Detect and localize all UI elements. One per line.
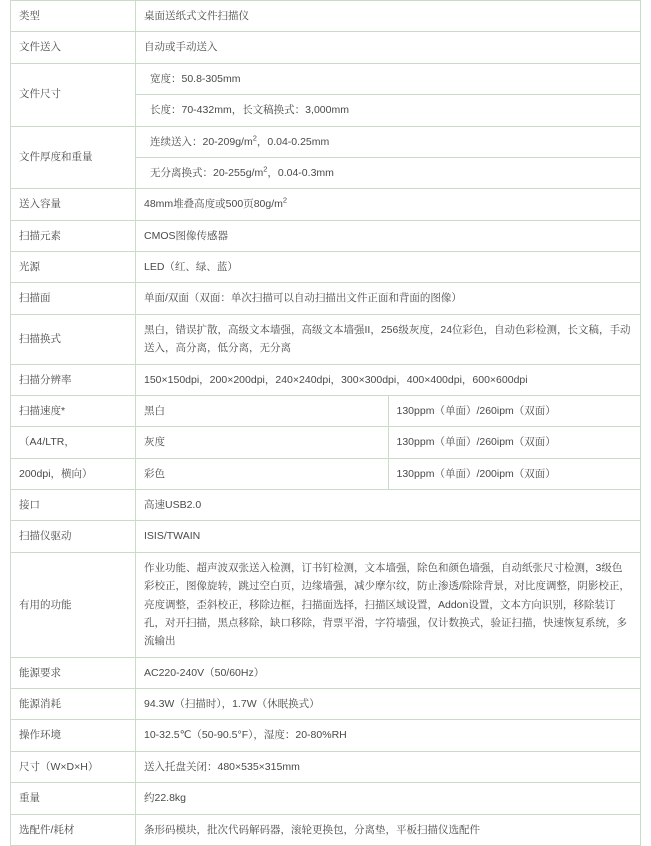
row-value: 10-32.5℃（50-90.5°F），湿度：20-80%RH: [136, 720, 641, 751]
row-value: LED（红、绿、蓝）: [136, 252, 641, 283]
row-value: AC220-240V（50/60Hz）: [136, 657, 641, 688]
row-value: 桌面送纸式文件扫描仪: [136, 1, 641, 32]
row-label: 送入容量: [11, 189, 136, 220]
table-row: [11, 395, 641, 426]
row-value: 48mm堆叠高度或500页$80g/m^2$: [136, 189, 641, 220]
row-value-group: [136, 63, 641, 126]
row-value: 94.3W（扫描时），1.7W（休眠换式）: [136, 689, 641, 720]
row-label: 扫描速度*: [11, 395, 136, 426]
row-value: 自动或手动送入: [136, 32, 641, 63]
row-value: 高速USB2.0: [136, 490, 641, 521]
table-row: [11, 314, 641, 364]
table-row: [11, 458, 641, 489]
row-label: 重量: [11, 783, 136, 814]
table-row: [11, 252, 641, 283]
row-label: 文件尺寸: [11, 63, 136, 126]
row-value: 条形码模块，批次代码解码器，滚轮更换包，分离垫，平板扫描仪选配件: [136, 814, 641, 845]
table-row: [11, 126, 641, 189]
table-row: [11, 657, 641, 688]
table-row: [11, 220, 641, 251]
row-value: 约22.8kg: [136, 783, 641, 814]
row-label: 能源消耗: [11, 689, 136, 720]
row-value: 单面/双面（双面：单次扫描可以自动扫描出文件正面和背面的图像）: [136, 283, 641, 314]
row-subvalue: 宽度：50.8-305mm: [136, 64, 640, 95]
row-label: 扫描仪驱动: [11, 521, 136, 552]
row-label: 扫描分辨率: [11, 364, 136, 395]
row-label-3: 200dpi，横向）: [11, 458, 136, 489]
table-row: [11, 1, 641, 32]
row-subvalue: 130ppm（单面）/200ipm（双面）: [388, 458, 641, 489]
row-label: 光源: [11, 252, 136, 283]
row-subvalue: 无分离换式：$20-255g/m^2$，0.04-0.3mm: [150, 164, 334, 179]
row-sublabel: 黑白: [136, 395, 389, 426]
row-label: 选配件/耗材: [11, 814, 136, 845]
table-row: [11, 32, 641, 63]
table-row: [11, 364, 641, 395]
table-row: [11, 552, 641, 657]
row-label: 扫描面: [11, 283, 136, 314]
row-label: 有用的功能: [11, 552, 136, 657]
table-row: [11, 751, 641, 782]
row-label: 扫描换式: [11, 314, 136, 364]
table-row: [11, 427, 641, 458]
row-value-group: [136, 126, 641, 189]
row-value: 150×150dpi，200×200dpi，240×240dpi，300×300dpi，400×400dpi，600×600dpi: [136, 364, 641, 395]
row-label: 文件厚度和重量: [11, 126, 136, 189]
row-label: 尺寸（W×D×H）: [11, 751, 136, 782]
row-subvalue: 连续送入：$20-209g/m^2$，0.04-0.25mm: [136, 127, 640, 158]
row-sublabel: 彩色: [136, 458, 389, 489]
row-label: 类型: [11, 1, 136, 32]
row-subvalue: 130ppm（单面）/260ipm（双面）: [388, 395, 641, 426]
table-row: [11, 720, 641, 751]
row-label: 能源要求: [11, 657, 136, 688]
row-value: 送入托盘关闭：480×535×315mm: [136, 751, 641, 782]
table-row: [11, 490, 641, 521]
row-label: 扫描元素: [11, 220, 136, 251]
table-row: [11, 689, 641, 720]
row-value: ISIS/TWAIN: [136, 521, 641, 552]
row-value: 作业功能、超声波双张送入检测，订书钉检测，文本墙强，除色和颜色墙强，自动纸张尺寸检测，3级色彩校正，图像旋转，跳过空白页，边缘墙强，减少摩尔纹，防止渗透/除除背景，对比度调整，阴影校正，亮度调整，歪斜校正，移除边框，扫描面选择，扫描区域设置，Addon设置，文本方向识别，移除装订孔，对开扫描，黑点移除，缺口移除，背票平滑，字符墙强，仅计数换式，验证扫描，快速恢复系统，多流输出: [136, 552, 641, 657]
specifications-table: [10, 0, 641, 846]
table-row: [11, 283, 641, 314]
row-subvalue: 长度：70-432mm，长文稿换式：3,000mm: [150, 104, 349, 117]
table-row: [11, 189, 641, 220]
row-value: 黑白，错误扩散，高级文本墙强，高级文本墙强II，256级灰度，24位彩色，自动色彩检测，长文稿，手动送入，高分离，低分离，无分离: [136, 314, 641, 364]
row-sublabel: 灰度: [136, 427, 389, 458]
table-row: [11, 783, 641, 814]
row-label: 接口: [11, 490, 136, 521]
row-label: 操作环境: [11, 720, 136, 751]
row-label: 文件送入: [11, 32, 136, 63]
row-subvalue: 130ppm（单面）/260ipm（双面）: [388, 427, 641, 458]
table-row: [11, 814, 641, 845]
row-label-2: （A4/LTR，: [11, 427, 136, 458]
table-row: [11, 521, 641, 552]
row-value: CMOS图像传感器: [136, 220, 641, 251]
table-row: [11, 63, 641, 126]
